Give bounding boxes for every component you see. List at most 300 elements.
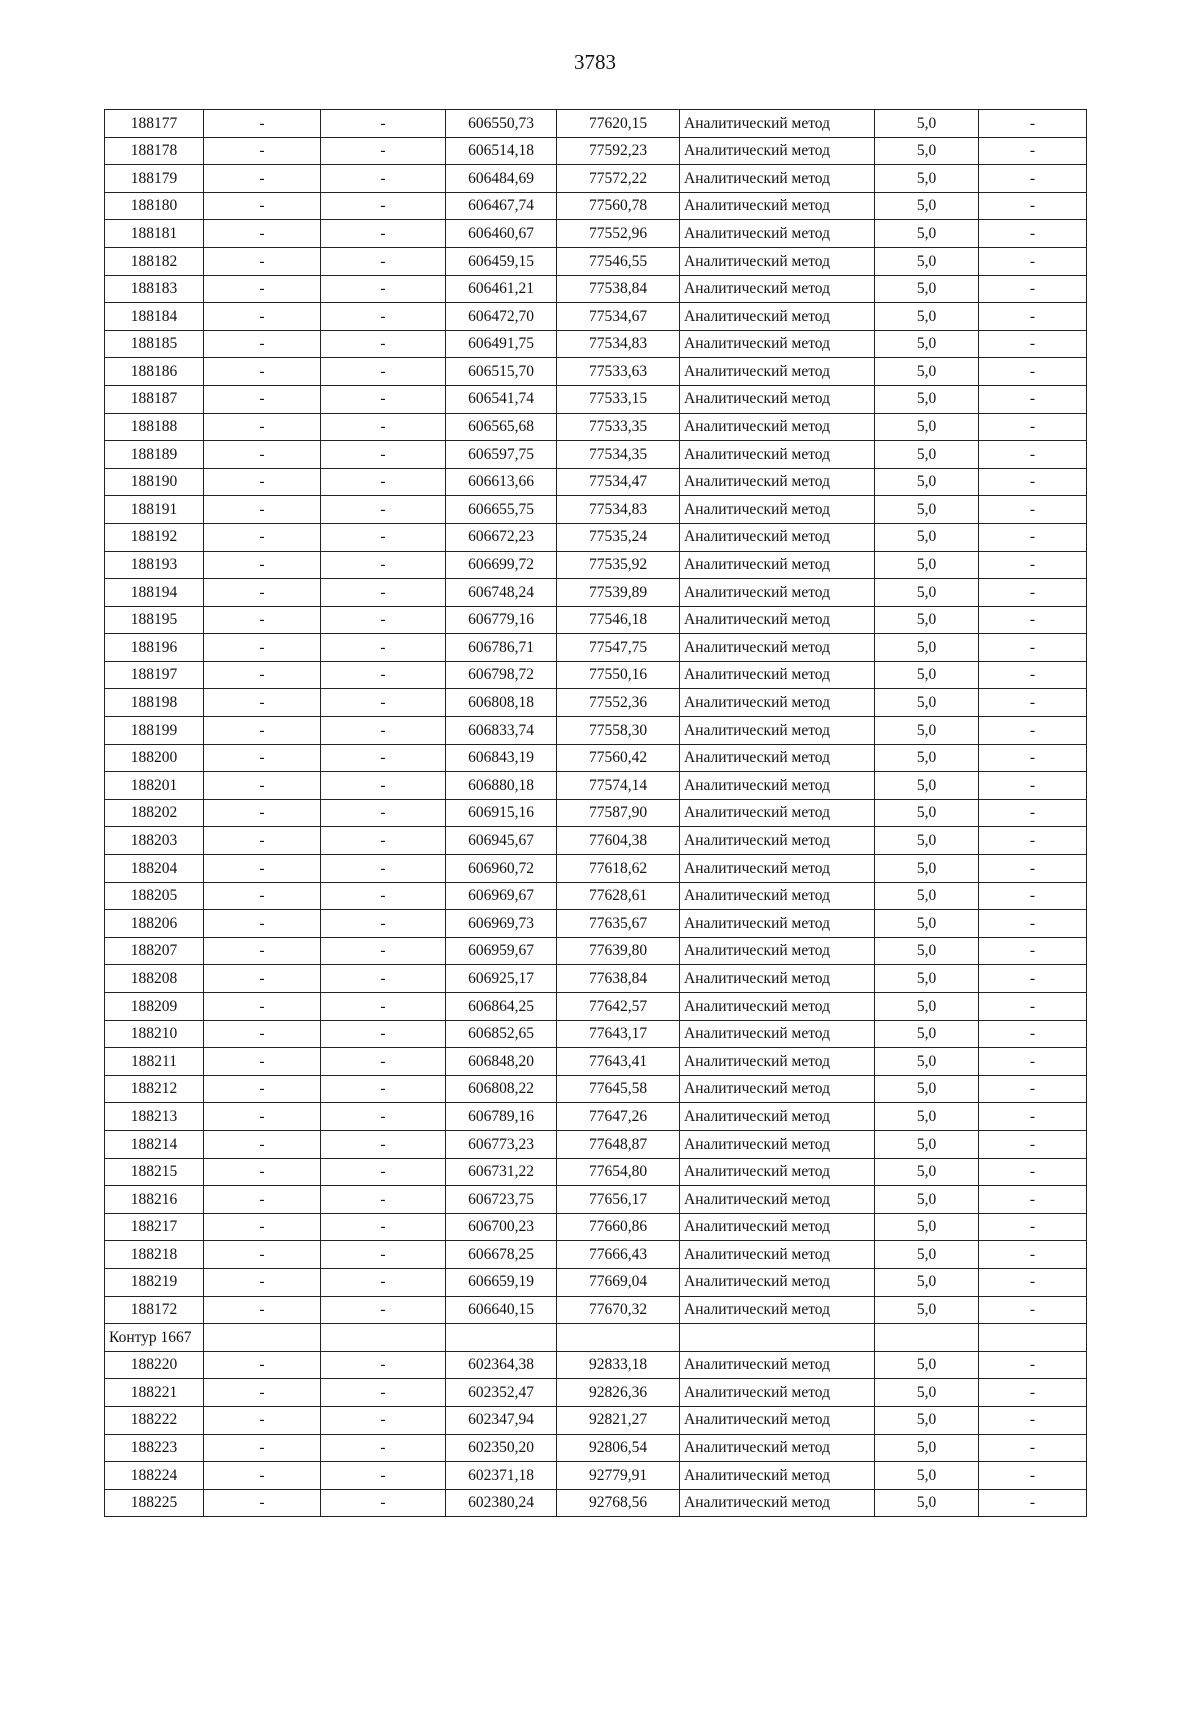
old-x-cell: - [204, 855, 321, 883]
x-coordinate-cell: 602380,24 [446, 1489, 557, 1517]
old-y-cell: - [321, 910, 446, 938]
precision-cell: 5,0 [875, 275, 979, 303]
old-x-cell: - [204, 937, 321, 965]
old-x-cell: - [204, 1296, 321, 1324]
table-row [105, 910, 1087, 938]
y-coordinate-cell: 92806,54 [557, 1434, 680, 1462]
table-row [105, 772, 1087, 800]
point-number-cell: 188199 [105, 717, 204, 745]
old-x-cell: - [204, 1048, 321, 1076]
note-cell: - [979, 358, 1087, 386]
precision-cell: 5,0 [875, 496, 979, 524]
point-number-cell: 188202 [105, 799, 204, 827]
precision-cell: 5,0 [875, 1434, 979, 1462]
y-coordinate-cell: 92826,36 [557, 1379, 680, 1407]
empty-cell [680, 1324, 875, 1352]
x-coordinate-cell: 606640,15 [446, 1296, 557, 1324]
point-number-cell: 188216 [105, 1186, 204, 1214]
old-x-cell: - [204, 220, 321, 248]
y-coordinate-cell: 77550,16 [557, 661, 680, 689]
contour-row [105, 1324, 1087, 1352]
old-x-cell: - [204, 993, 321, 1021]
note-cell: - [979, 855, 1087, 883]
precision-cell: 5,0 [875, 1296, 979, 1324]
table-row [105, 717, 1087, 745]
note-cell: - [979, 413, 1087, 441]
old-x-cell: - [204, 303, 321, 331]
note-cell: - [979, 606, 1087, 634]
method-cell: Аналитический метод [680, 247, 875, 275]
page-number: 3783 [574, 50, 616, 74]
x-coordinate-cell: 606969,73 [446, 910, 557, 938]
table-row [105, 1158, 1087, 1186]
note-cell: - [979, 192, 1087, 220]
point-number-cell: 188179 [105, 165, 204, 193]
table-row [105, 1351, 1087, 1379]
note-cell: - [979, 1048, 1087, 1076]
point-number-cell: 188180 [105, 192, 204, 220]
old-y-cell: - [321, 192, 446, 220]
table-row [105, 247, 1087, 275]
table-row [105, 220, 1087, 248]
point-number-cell: 188222 [105, 1406, 204, 1434]
note-cell: - [979, 993, 1087, 1021]
table-row [105, 1489, 1087, 1517]
method-cell: Аналитический метод [680, 772, 875, 800]
note-cell: - [979, 1158, 1087, 1186]
point-number-cell: 188224 [105, 1462, 204, 1490]
old-y-cell: - [321, 937, 446, 965]
precision-cell: 5,0 [875, 110, 979, 138]
old-y-cell: - [321, 717, 446, 745]
note-cell: - [979, 744, 1087, 772]
table-row [105, 1268, 1087, 1296]
y-coordinate-cell: 77572,22 [557, 165, 680, 193]
old-x-cell: - [204, 1020, 321, 1048]
point-number-cell: 188210 [105, 1020, 204, 1048]
table-row [105, 965, 1087, 993]
old-x-cell: - [204, 275, 321, 303]
note-cell: - [979, 1434, 1087, 1462]
method-cell: Аналитический метод [680, 192, 875, 220]
old-x-cell: - [204, 689, 321, 717]
old-y-cell: - [321, 772, 446, 800]
point-number-cell: 188185 [105, 330, 204, 358]
old-y-cell: - [321, 1434, 446, 1462]
x-coordinate-cell: 606852,65 [446, 1020, 557, 1048]
y-coordinate-cell: 77587,90 [557, 799, 680, 827]
method-cell: Аналитический метод [680, 606, 875, 634]
precision-cell: 5,0 [875, 965, 979, 993]
precision-cell: 5,0 [875, 385, 979, 413]
note-cell: - [979, 385, 1087, 413]
table-row [105, 1296, 1087, 1324]
x-coordinate-cell: 606773,23 [446, 1130, 557, 1158]
y-coordinate-cell: 77558,30 [557, 717, 680, 745]
method-cell: Аналитический метод [680, 385, 875, 413]
y-coordinate-cell: 77547,75 [557, 634, 680, 662]
table-row [105, 1241, 1087, 1269]
precision-cell: 5,0 [875, 717, 979, 745]
table-row [105, 1186, 1087, 1214]
table-body [105, 110, 1087, 1517]
old-x-cell: - [204, 165, 321, 193]
x-coordinate-cell: 606655,75 [446, 496, 557, 524]
point-number-cell: 188220 [105, 1351, 204, 1379]
old-x-cell: - [204, 413, 321, 441]
precision-cell: 5,0 [875, 1213, 979, 1241]
x-coordinate-cell: 606945,67 [446, 827, 557, 855]
precision-cell: 5,0 [875, 1379, 979, 1407]
y-coordinate-cell: 77533,35 [557, 413, 680, 441]
note-cell: - [979, 330, 1087, 358]
note-cell: - [979, 1186, 1087, 1214]
note-cell: - [979, 1103, 1087, 1131]
precision-cell: 5,0 [875, 1406, 979, 1434]
old-x-cell: - [204, 247, 321, 275]
method-cell: Аналитический метод [680, 523, 875, 551]
old-x-cell: - [204, 1489, 321, 1517]
old-x-cell: - [204, 1406, 321, 1434]
old-y-cell: - [321, 827, 446, 855]
precision-cell: 5,0 [875, 1489, 979, 1517]
old-y-cell: - [321, 1241, 446, 1269]
old-y-cell: - [321, 799, 446, 827]
point-number-cell: 188193 [105, 551, 204, 579]
x-coordinate-cell: 606565,68 [446, 413, 557, 441]
point-number-cell: 188219 [105, 1268, 204, 1296]
y-coordinate-cell: 77647,26 [557, 1103, 680, 1131]
x-coordinate-cell: 606731,22 [446, 1158, 557, 1186]
method-cell: Аналитический метод [680, 882, 875, 910]
precision-cell: 5,0 [875, 551, 979, 579]
precision-cell: 5,0 [875, 1075, 979, 1103]
y-coordinate-cell: 77642,57 [557, 993, 680, 1021]
y-coordinate-cell: 77604,38 [557, 827, 680, 855]
table-row [105, 385, 1087, 413]
point-number-cell: 188213 [105, 1103, 204, 1131]
note-cell: - [979, 772, 1087, 800]
old-x-cell: - [204, 523, 321, 551]
table-row [105, 413, 1087, 441]
method-cell: Аналитический метод [680, 1103, 875, 1131]
y-coordinate-cell: 77660,86 [557, 1213, 680, 1241]
empty-cell [204, 1324, 321, 1352]
precision-cell: 5,0 [875, 413, 979, 441]
old-y-cell: - [321, 1351, 446, 1379]
old-x-cell: - [204, 965, 321, 993]
precision-cell: 5,0 [875, 1020, 979, 1048]
precision-cell: 5,0 [875, 1158, 979, 1186]
note-cell: - [979, 937, 1087, 965]
precision-cell: 5,0 [875, 1241, 979, 1269]
note-cell: - [979, 1020, 1087, 1048]
point-number-cell: 188208 [105, 965, 204, 993]
old-x-cell: - [204, 192, 321, 220]
table-row [105, 358, 1087, 386]
precision-cell: 5,0 [875, 606, 979, 634]
old-x-cell: - [204, 1075, 321, 1103]
method-cell: Аналитический метод [680, 1075, 875, 1103]
x-coordinate-cell: 606541,74 [446, 385, 557, 413]
method-cell: Аналитический метод [680, 1379, 875, 1407]
old-x-cell: - [204, 910, 321, 938]
x-coordinate-cell: 602352,47 [446, 1379, 557, 1407]
y-coordinate-cell: 92768,56 [557, 1489, 680, 1517]
y-coordinate-cell: 77638,84 [557, 965, 680, 993]
old-x-cell: - [204, 110, 321, 138]
table-row [105, 1213, 1087, 1241]
old-x-cell: - [204, 744, 321, 772]
note-cell: - [979, 579, 1087, 607]
x-coordinate-cell: 602364,38 [446, 1351, 557, 1379]
old-x-cell: - [204, 551, 321, 579]
note-cell: - [979, 1213, 1087, 1241]
old-y-cell: - [321, 1103, 446, 1131]
table-row [105, 1379, 1087, 1407]
precision-cell: 5,0 [875, 1130, 979, 1158]
x-coordinate-cell: 606748,24 [446, 579, 557, 607]
note-cell: - [979, 1489, 1087, 1517]
precision-cell: 5,0 [875, 358, 979, 386]
precision-cell: 5,0 [875, 855, 979, 883]
x-coordinate-cell: 606550,73 [446, 110, 557, 138]
table-row [105, 855, 1087, 883]
x-coordinate-cell: 602350,20 [446, 1434, 557, 1462]
method-cell: Аналитический метод [680, 661, 875, 689]
precision-cell: 5,0 [875, 799, 979, 827]
point-number-cell: 188215 [105, 1158, 204, 1186]
precision-cell: 5,0 [875, 661, 979, 689]
point-number-cell: 188207 [105, 937, 204, 965]
note-cell: - [979, 1462, 1087, 1490]
y-coordinate-cell: 77618,62 [557, 855, 680, 883]
x-coordinate-cell: 606613,66 [446, 468, 557, 496]
old-y-cell: - [321, 661, 446, 689]
old-y-cell: - [321, 855, 446, 883]
method-cell: Аналитический метод [680, 441, 875, 469]
old-y-cell: - [321, 1130, 446, 1158]
x-coordinate-cell: 606460,67 [446, 220, 557, 248]
method-cell: Аналитический метод [680, 1489, 875, 1517]
method-cell: Аналитический метод [680, 799, 875, 827]
y-coordinate-cell: 77670,32 [557, 1296, 680, 1324]
table-row [105, 689, 1087, 717]
old-y-cell: - [321, 689, 446, 717]
note-cell: - [979, 1406, 1087, 1434]
point-number-cell: 188218 [105, 1241, 204, 1269]
precision-cell: 5,0 [875, 468, 979, 496]
precision-cell: 5,0 [875, 634, 979, 662]
note-cell: - [979, 965, 1087, 993]
y-coordinate-cell: 77534,47 [557, 468, 680, 496]
method-cell: Аналитический метод [680, 330, 875, 358]
method-cell: Аналитический метод [680, 110, 875, 138]
note-cell: - [979, 634, 1087, 662]
precision-cell: 5,0 [875, 303, 979, 331]
note-cell: - [979, 220, 1087, 248]
y-coordinate-cell: 77533,15 [557, 385, 680, 413]
table-row [105, 744, 1087, 772]
method-cell: Аналитический метод [680, 1186, 875, 1214]
point-number-cell: 188195 [105, 606, 204, 634]
x-coordinate-cell: 606472,70 [446, 303, 557, 331]
method-cell: Аналитический метод [680, 1020, 875, 1048]
point-number-cell: 188187 [105, 385, 204, 413]
table-row [105, 1434, 1087, 1462]
old-y-cell: - [321, 441, 446, 469]
table-row [105, 606, 1087, 634]
y-coordinate-cell: 77534,83 [557, 330, 680, 358]
coordinates-table [104, 109, 1087, 1517]
precision-cell: 5,0 [875, 330, 979, 358]
method-cell: Аналитический метод [680, 579, 875, 607]
method-cell: Аналитический метод [680, 551, 875, 579]
note-cell: - [979, 799, 1087, 827]
point-number-cell: 188184 [105, 303, 204, 331]
note-cell: - [979, 910, 1087, 938]
y-coordinate-cell: 77546,55 [557, 247, 680, 275]
old-x-cell: - [204, 1462, 321, 1490]
method-cell: Аналитический метод [680, 937, 875, 965]
old-y-cell: - [321, 1075, 446, 1103]
old-y-cell: - [321, 965, 446, 993]
old-y-cell: - [321, 993, 446, 1021]
note-cell: - [979, 441, 1087, 469]
precision-cell: 5,0 [875, 1351, 979, 1379]
method-cell: Аналитический метод [680, 1130, 875, 1158]
point-number-cell: 188201 [105, 772, 204, 800]
note-cell: - [979, 468, 1087, 496]
old-x-cell: - [204, 579, 321, 607]
old-x-cell: - [204, 441, 321, 469]
y-coordinate-cell: 77552,96 [557, 220, 680, 248]
precision-cell: 5,0 [875, 1268, 979, 1296]
old-y-cell: - [321, 413, 446, 441]
old-y-cell: - [321, 1296, 446, 1324]
note-cell: - [979, 165, 1087, 193]
point-number-cell: 188188 [105, 413, 204, 441]
empty-cell [557, 1324, 680, 1352]
point-number-cell: 188209 [105, 993, 204, 1021]
table-row [105, 634, 1087, 662]
old-x-cell: - [204, 634, 321, 662]
old-x-cell: - [204, 717, 321, 745]
precision-cell: 5,0 [875, 772, 979, 800]
method-cell: Аналитический метод [680, 1296, 875, 1324]
old-x-cell: - [204, 772, 321, 800]
precision-cell: 5,0 [875, 1048, 979, 1076]
old-y-cell: - [321, 1489, 446, 1517]
x-coordinate-cell: 606678,25 [446, 1241, 557, 1269]
x-coordinate-cell: 602347,94 [446, 1406, 557, 1434]
table-row [105, 523, 1087, 551]
point-number-cell: 188198 [105, 689, 204, 717]
y-coordinate-cell: 77643,17 [557, 1020, 680, 1048]
note-cell: - [979, 1241, 1087, 1269]
point-number-cell: 188223 [105, 1434, 204, 1462]
old-x-cell: - [204, 1268, 321, 1296]
table-row [105, 496, 1087, 524]
x-coordinate-cell: 606699,72 [446, 551, 557, 579]
x-coordinate-cell: 606808,18 [446, 689, 557, 717]
table-row [105, 441, 1087, 469]
old-y-cell: - [321, 1268, 446, 1296]
point-number-cell: 188190 [105, 468, 204, 496]
old-x-cell: - [204, 827, 321, 855]
old-y-cell: - [321, 1020, 446, 1048]
x-coordinate-cell: 606959,67 [446, 937, 557, 965]
precision-cell: 5,0 [875, 1186, 979, 1214]
x-coordinate-cell: 606880,18 [446, 772, 557, 800]
table-row [105, 165, 1087, 193]
old-x-cell: - [204, 1213, 321, 1241]
x-coordinate-cell: 606789,16 [446, 1103, 557, 1131]
precision-cell: 5,0 [875, 220, 979, 248]
note-cell: - [979, 689, 1087, 717]
old-x-cell: - [204, 330, 321, 358]
old-x-cell: - [204, 1130, 321, 1158]
precision-cell: 5,0 [875, 247, 979, 275]
point-number-cell: 188183 [105, 275, 204, 303]
point-number-cell: 188177 [105, 110, 204, 138]
x-coordinate-cell: 606672,23 [446, 523, 557, 551]
y-coordinate-cell: 77666,43 [557, 1241, 680, 1269]
point-number-cell: 188221 [105, 1379, 204, 1407]
point-number-cell: 188182 [105, 247, 204, 275]
method-cell: Аналитический метод [680, 855, 875, 883]
point-number-cell: 188212 [105, 1075, 204, 1103]
old-y-cell: - [321, 1379, 446, 1407]
point-number-cell: 188197 [105, 661, 204, 689]
old-y-cell: - [321, 606, 446, 634]
table-row [105, 330, 1087, 358]
method-cell: Аналитический метод [680, 165, 875, 193]
old-x-cell: - [204, 1379, 321, 1407]
precision-cell: 5,0 [875, 137, 979, 165]
y-coordinate-cell: 77534,67 [557, 303, 680, 331]
method-cell: Аналитический метод [680, 1351, 875, 1379]
table-row [105, 1130, 1087, 1158]
point-number-cell: 188186 [105, 358, 204, 386]
y-coordinate-cell: 77538,84 [557, 275, 680, 303]
y-coordinate-cell: 92821,27 [557, 1406, 680, 1434]
x-coordinate-cell: 606864,25 [446, 993, 557, 1021]
x-coordinate-cell: 606960,72 [446, 855, 557, 883]
method-cell: Аналитический метод [680, 1048, 875, 1076]
y-coordinate-cell: 77560,42 [557, 744, 680, 772]
note-cell: - [979, 882, 1087, 910]
x-coordinate-cell: 606467,74 [446, 192, 557, 220]
table-row [105, 1406, 1087, 1434]
old-y-cell: - [321, 275, 446, 303]
point-number-cell: 188191 [105, 496, 204, 524]
method-cell: Аналитический метод [680, 1213, 875, 1241]
note-cell: - [979, 1075, 1087, 1103]
old-y-cell: - [321, 330, 446, 358]
method-cell: Аналитический метод [680, 303, 875, 331]
note-cell: - [979, 827, 1087, 855]
method-cell: Аналитический метод [680, 137, 875, 165]
old-y-cell: - [321, 551, 446, 579]
point-number-cell: 188204 [105, 855, 204, 883]
note-cell: - [979, 1130, 1087, 1158]
y-coordinate-cell: 92779,91 [557, 1462, 680, 1490]
y-coordinate-cell: 77535,92 [557, 551, 680, 579]
old-x-cell: - [204, 468, 321, 496]
old-x-cell: - [204, 1158, 321, 1186]
precision-cell: 5,0 [875, 523, 979, 551]
